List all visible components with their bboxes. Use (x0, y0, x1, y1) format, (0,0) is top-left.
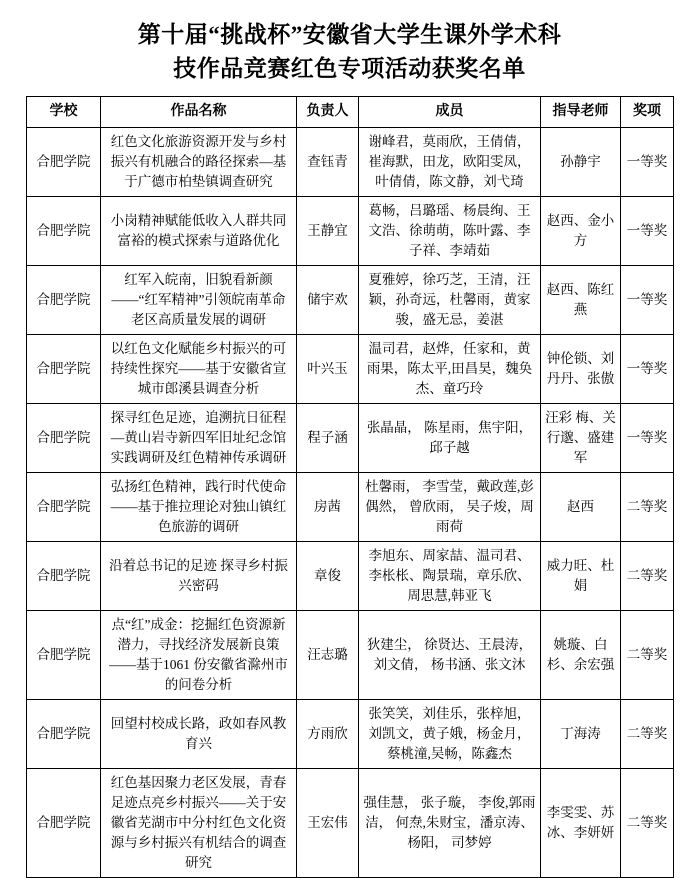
cell-teacher: 赵西、陈红燕 (541, 266, 621, 335)
cell-work: 红色文化旅游资源开发与乡村振兴有机融合的路径探索—基于广德市柏垫镇调查研究 (101, 128, 297, 197)
table-row (27, 611, 674, 700)
awards-table (26, 96, 674, 878)
cell-members: 张笑笑，刘佳乐，张梓旭，刘凯文，黄子娥，杨金月，蔡桃潼,吴畅，陈鑫杰 (359, 700, 541, 769)
cell-work: 红色基因聚力老区发展，青春足迹点亮乡村振兴——关于安徽省芜湖市中分村红色文化资源与乡村振兴有机结合的调查研究 (101, 769, 297, 878)
cell-work: 探寻红色足迹，追溯抗日征程—黄山岩寺新四军旧址纪念馆实践调研及红色精神传承调研 (101, 404, 297, 473)
cell-teacher: 李雯雯、苏冰、李妍妍 (541, 769, 621, 878)
cell-school: 合肥学院 (27, 769, 101, 878)
page-title-line-2: 技作品竞赛红色专项活动获奖名单 (173, 56, 526, 81)
column-header-leader: 负责人 (297, 97, 359, 128)
cell-teacher: 孙静宇 (541, 128, 621, 197)
cell-prize: 二等奖 (621, 473, 674, 542)
cell-members: 谢峰君，莫雨欣，王倩倩，崔海默，田龙，欧阳雯凤，叶倩倩，陈文静，刘弋琦 (359, 128, 541, 197)
page-title-line-1: 第十届“挑战杯”安徽省大学生课外学术科 (137, 22, 562, 47)
cell-school: 合肥学院 (27, 473, 101, 542)
table-row (27, 473, 674, 542)
table-row (27, 197, 674, 266)
cell-prize: 一等奖 (621, 404, 674, 473)
cell-teacher: 钟伦锁、刘丹丹、张傲 (541, 335, 621, 404)
cell-teacher: 姚璇、白杉、余宏强 (541, 611, 621, 700)
table-row (27, 769, 674, 878)
cell-members: 李旭东、周家喆、温司君、李枨枨、陶景瑞，章乐欣、周思慧,韩亚飞 (359, 542, 541, 611)
cell-leader: 房茜 (297, 473, 359, 542)
cell-school: 合肥学院 (27, 266, 101, 335)
cell-members: 狄建尘， 徐贤达、王晨涛， 刘文倩， 杨书涵、张文沐 (359, 611, 541, 700)
cell-teacher: 汪彩 梅、关行邈、盛建军 (541, 404, 621, 473)
cell-work: 弘扬红色精神，践行时代使命——基于推拉理论对独山镇红色旅游的调研 (101, 473, 297, 542)
cell-leader: 王宏伟 (297, 769, 359, 878)
cell-prize: 一等奖 (621, 335, 674, 404)
cell-teacher: 赵西、金小方 (541, 197, 621, 266)
cell-teacher: 赵西 (541, 473, 621, 542)
column-header-school: 学校 (27, 97, 101, 128)
cell-prize: 一等奖 (621, 197, 674, 266)
table-row (27, 128, 674, 197)
cell-work: 以红色文化赋能乡村振兴的可持续性探究——基于安徽省宣城市郎溪县调查分析 (101, 335, 297, 404)
cell-prize: 二等奖 (621, 611, 674, 700)
cell-leader: 储宇欢 (297, 266, 359, 335)
cell-leader: 汪志璐 (297, 611, 359, 700)
cell-school: 合肥学院 (27, 700, 101, 769)
table-body (27, 128, 674, 878)
cell-prize: 二等奖 (621, 542, 674, 611)
cell-school: 合肥学院 (27, 128, 101, 197)
cell-teacher: 丁海涛 (541, 700, 621, 769)
table-row (27, 404, 674, 473)
cell-leader: 程子涵 (297, 404, 359, 473)
cell-leader: 查钰青 (297, 128, 359, 197)
cell-leader: 方雨欣 (297, 700, 359, 769)
cell-school: 合肥学院 (27, 611, 101, 700)
cell-members: 张晶晶， 陈星雨，焦宇阳， 邱子越 (359, 404, 541, 473)
cell-prize: 一等奖 (621, 128, 674, 197)
column-header-teacher: 指导老师 (541, 97, 621, 128)
cell-prize: 二等奖 (621, 769, 674, 878)
table-row (27, 542, 674, 611)
cell-work: 点“红”成金：挖掘红色资源新潜力，寻找经济发展新良策——基于1061 份安徽省滁州市的问卷分析 (101, 611, 297, 700)
table-row (27, 335, 674, 404)
table-row (27, 700, 674, 769)
cell-school: 合肥学院 (27, 404, 101, 473)
cell-teacher: 威力旺、杜娟 (541, 542, 621, 611)
table-header-row (27, 97, 674, 128)
cell-work: 红军入皖南，旧貌看新颜——“红军精神”引领皖南革命老区高质量发展的调研 (101, 266, 297, 335)
cell-work: 回望村校成长路，政如春风教育兴 (101, 700, 297, 769)
column-header-members: 成员 (359, 97, 541, 128)
cell-members: 温司君，赵烨，任家和，黄雨果，陈太平,田昌昊，魏奂杰、童巧玲 (359, 335, 541, 404)
column-header-prize: 奖项 (621, 97, 674, 128)
cell-prize: 一等奖 (621, 266, 674, 335)
cell-school: 合肥学院 (27, 542, 101, 611)
cell-leader: 章俊 (297, 542, 359, 611)
cell-members: 葛畅，吕璐瑶、杨晨绚、王文浩、徐萌萌，陈叶露、李子祥、李靖茹 (359, 197, 541, 266)
cell-work: 小岗精神赋能低收入人群共同富裕的模式探索与道路优化 (101, 197, 297, 266)
cell-members: 夏雅婷，徐巧芝，王清，汪颖，孙奇远，杜馨雨，黄家骏，盛无忌，姜湛 (359, 266, 541, 335)
cell-prize: 二等奖 (621, 700, 674, 769)
cell-leader: 叶兴玉 (297, 335, 359, 404)
page-title (26, 18, 673, 86)
table-row (27, 266, 674, 335)
cell-members: 强佳慧， 张子璇， 李俊,郭雨洁， 何焘,朱财宝，潘京涛、杨阳， 司梦婷 (359, 769, 541, 878)
cell-leader: 王静宜 (297, 197, 359, 266)
cell-school: 合肥学院 (27, 197, 101, 266)
cell-school: 合肥学院 (27, 335, 101, 404)
cell-members: 杜馨雨， 李雪莹，戴政莲,彭偶然， 曾欣雨， 吴子焌，周雨荷 (359, 473, 541, 542)
cell-work: 沿着总书记的足迹 探寻乡村振兴密码 (101, 542, 297, 611)
column-header-work: 作品名称 (101, 97, 297, 128)
